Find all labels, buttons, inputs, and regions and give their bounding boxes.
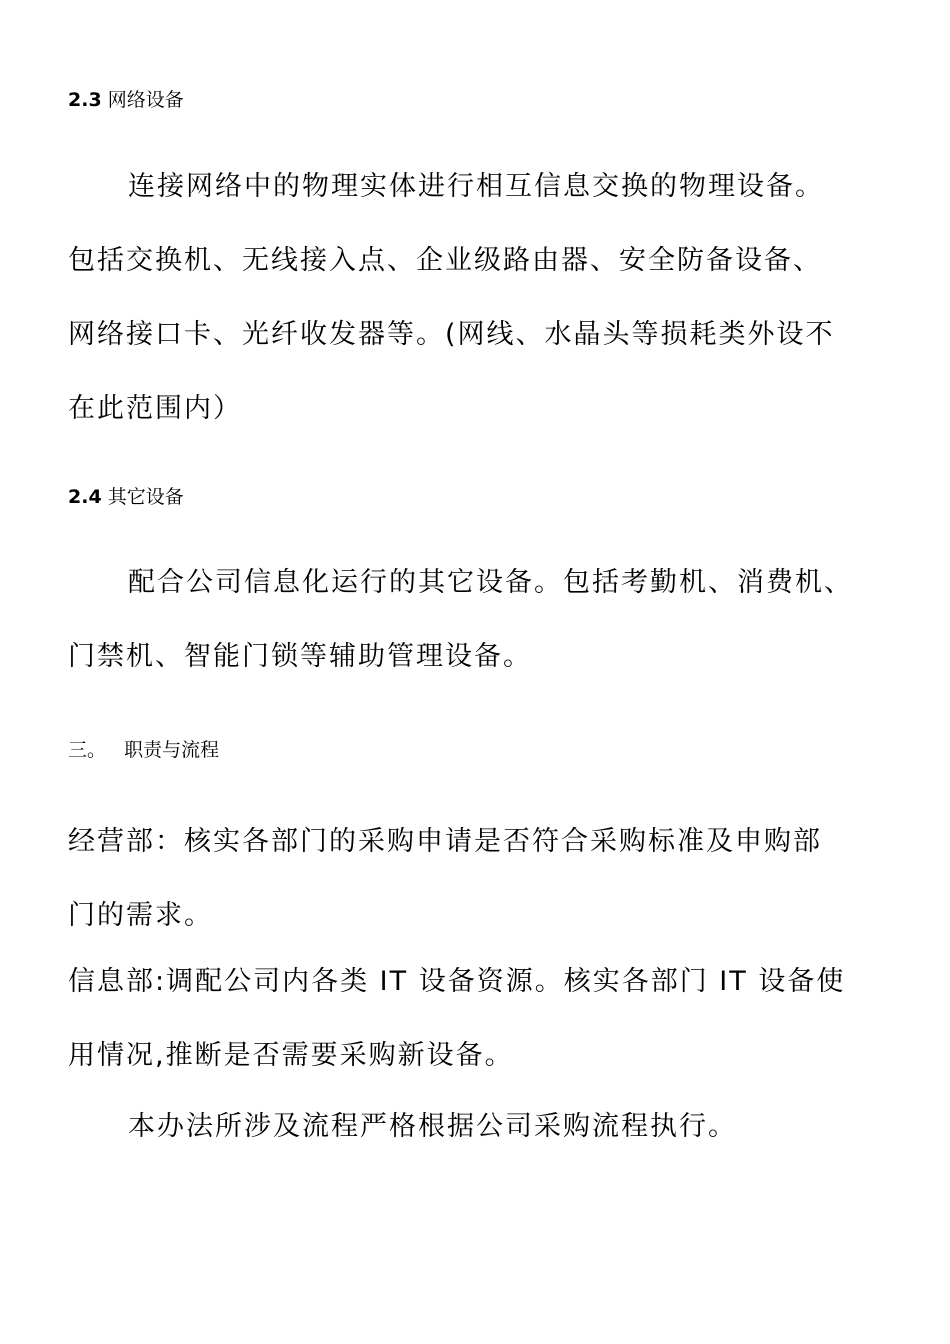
section-number: 2.4 [68,486,102,508]
section-heading-2-4 [68,485,898,509]
paragraph-line: 在此范围内） [68,393,242,424]
section-title: 网络设备 [107,89,184,111]
paragraph-line: 网络接口卡、光纤收发器等。(网线、水晶头等损耗类外设不 [68,319,835,350]
paragraph-operations-dept [68,805,898,953]
paragraph-line: 连接网络中的物理实体进行相互信息交换的物理设备。 [128,171,824,202]
paragraph-line: 用情况,推断是否需要采购新设备。 [68,1040,514,1071]
paragraph-line: 门禁机、智能门锁等辅助管理设备。 [68,641,532,672]
paragraph-closing [68,1090,898,1164]
section-title: 职责与流程 [124,739,220,761]
section-title: 其它设备 [107,486,184,508]
paragraph-line: 经营部：核实各部门的采购申请是否符合采购标准及申购部 [68,826,822,857]
paragraph-line: 信息部:调配公司内各类 IT 设备资源。核实各部门 IT 设备使 [68,966,846,997]
paragraph-line: 配合公司信息化运行的其它设备。包括考勤机、消费机、 [128,567,853,598]
paragraph-line: 包括交换机、无线接入点、企业级路由器、安全防备设备、 [68,245,822,276]
section-heading-2-3 [68,88,898,112]
paragraph-network-devices [68,150,898,446]
section-number: 三。 [68,739,107,761]
section-heading-3 [68,738,898,762]
paragraph-other-devices [68,546,898,694]
paragraph-line: 本办法所涉及流程严格根据公司采购流程执行。 [128,1111,737,1142]
paragraph-it-dept [68,945,898,1093]
section-number: 2.3 [68,89,102,111]
paragraph-line: 门的需求。 [68,900,213,931]
